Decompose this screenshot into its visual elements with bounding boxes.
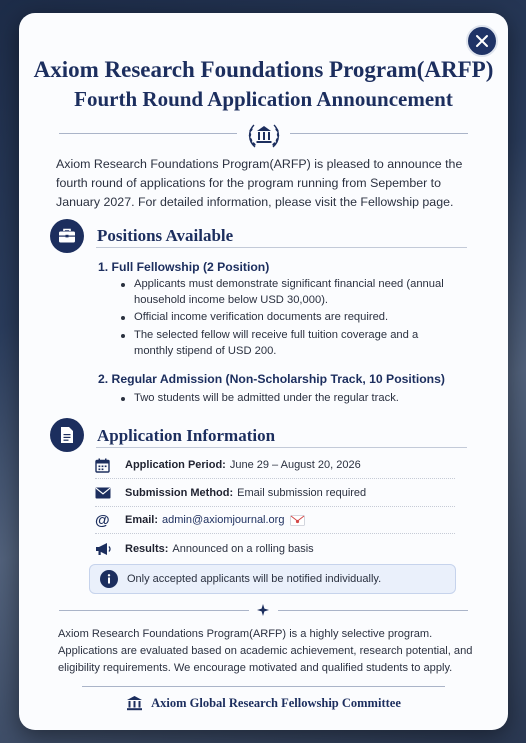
results-row [95, 536, 455, 562]
institution-icon [126, 695, 143, 711]
bottom-divider-left [59, 610, 249, 611]
document-icon [60, 426, 74, 444]
notification-notice [89, 564, 456, 594]
closing-paragraph: Axiom Research Foundations Program(ARFP) is a highly selective program. Applications are evaluated based on academic achievement, research potential, and eligibility requirements. We encourage motivated and qualified students to apply. [58, 628, 473, 674]
positions-section-rule [96, 247, 467, 248]
calendar-icon [95, 458, 110, 473]
divider-right [290, 133, 468, 134]
full-fellowship-bullet: Applicants must demonstrate significant financial need (annual household income below USD 30,000). [134, 277, 459, 308]
megaphone-icon [95, 542, 112, 556]
full-fellowship-bullet: The selected fellow will receive full tuition coverage and a monthly stipend of USD 200. [134, 328, 459, 359]
application-section-title: Application Information [97, 426, 276, 445]
envelope-icon [290, 515, 305, 526]
email-link[interactable]: admin@axiomjournal.org [162, 514, 285, 526]
info-icon [100, 570, 118, 588]
at-sign-icon: @ [95, 511, 110, 529]
application-period-row [95, 452, 455, 479]
bottom-divider-right [278, 610, 468, 611]
positions-section-badge [50, 219, 84, 253]
results-label: Results: [125, 543, 169, 555]
application-section-rule [96, 447, 467, 448]
application-period-label: Application Period: [125, 459, 226, 471]
regular-admission-bullet: Two students will be admitted under the regular track. [134, 391, 459, 407]
close-button[interactable] [466, 25, 498, 57]
footer-divider [82, 686, 445, 687]
submission-method-label: Submission Method: [125, 487, 234, 499]
intro-paragraph: Axiom Research Foundations Program(ARFP) is pleased to announce the fourth round of applications for the program running from Sepember to January 2027. For detailed information, please visit the Fellowship page. [56, 157, 463, 209]
results-value: Announced on a rolling basis [172, 543, 314, 555]
institution-laurel-icon [245, 116, 283, 154]
close-icon [475, 34, 489, 48]
envelope-icon [95, 487, 111, 499]
submission-method-value: Email submission required [237, 487, 367, 499]
page-title: Axiom Research Foundations Program(ARFP) [33, 57, 494, 82]
submission-method-row [95, 480, 455, 507]
full-fellowship-heading: 1. Full Fellowship (2 Position) [98, 260, 270, 274]
notice-text: Only accepted applicants will be notified individually. [127, 573, 382, 585]
positions-section-title: Positions Available [97, 226, 234, 245]
briefcase-icon [58, 228, 76, 244]
announcement-modal [19, 13, 508, 730]
divider-left [59, 133, 237, 134]
application-section-badge [50, 418, 84, 452]
regular-admission-heading: 2. Regular Admission (Non-Scholarship Track, 10 Positions) [98, 372, 445, 386]
application-period-value: June 29 – August 20, 2026 [229, 459, 361, 471]
page-subtitle: Fourth Round Application Announcement [74, 87, 453, 111]
footer [19, 695, 508, 711]
footer-text: Axiom Global Research Fellowship Committee [151, 695, 401, 710]
email-row [95, 507, 455, 534]
full-fellowship-bullet: Official income verification documents are required. [134, 310, 459, 326]
diamond-ornament-icon [257, 604, 269, 616]
email-label: Email: [125, 514, 159, 526]
